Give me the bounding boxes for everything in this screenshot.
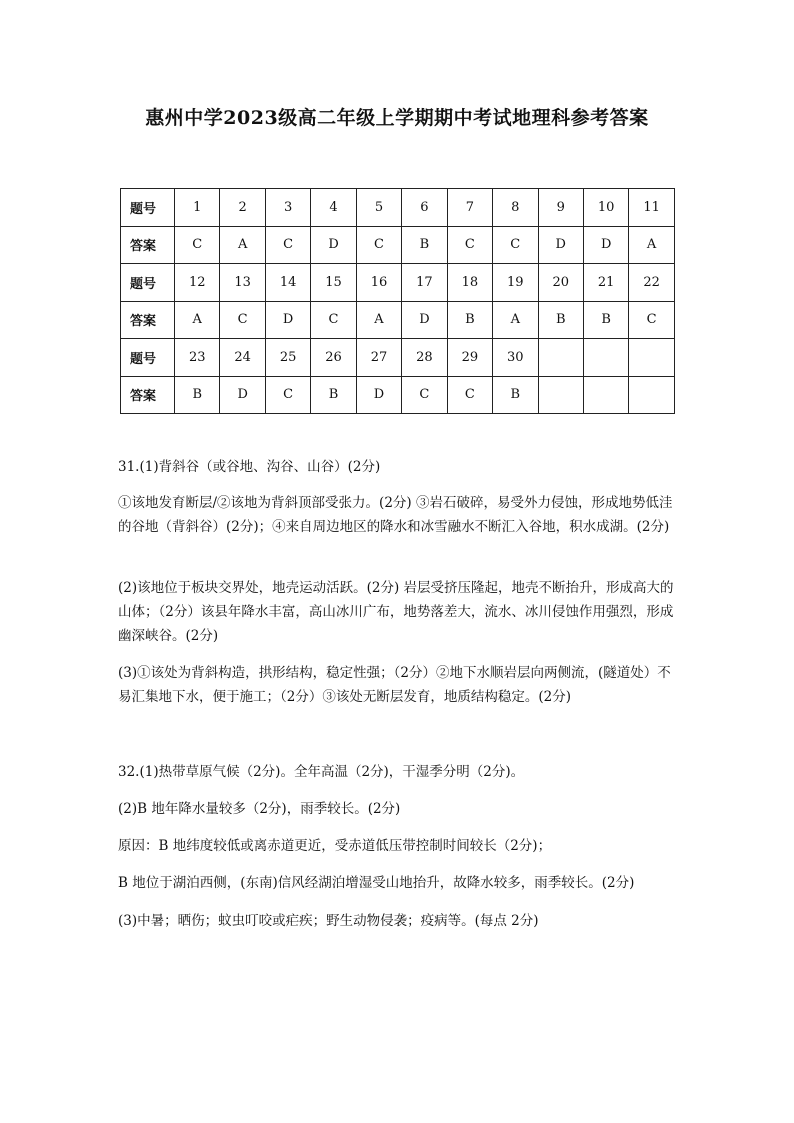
table-cell: 5 [356, 189, 401, 227]
q32-part2: (2)B 地年降水量较多（2分)，雨季较长。(2分) [118, 801, 401, 817]
row-label: 答案 [121, 301, 175, 339]
table-cell: B [583, 301, 628, 339]
table-cell [583, 376, 628, 414]
q32-reason: 原因：B 地纬度较低或离赤道更近，受赤道低压带控制时间较长（2分)； [118, 838, 552, 854]
table-cell: C [447, 376, 492, 414]
table-cell: D [356, 376, 401, 414]
table-cell: D [402, 301, 447, 339]
table-cell: 12 [175, 264, 220, 302]
q32-part3: (3)中暑；晒伤；蚊虫叮咬或疟疾；野生动物侵袭；疫病等。(每点 2分) [118, 913, 539, 929]
table-cell: A [493, 301, 538, 339]
table-cell: 11 [629, 189, 674, 227]
table-cell: 29 [447, 339, 492, 377]
table-cell: D [538, 226, 583, 264]
table-cell: C [175, 226, 220, 264]
table-cell: A [220, 226, 265, 264]
table-cell: D [583, 226, 628, 264]
answer-table [120, 188, 675, 414]
table-cell: C [402, 376, 447, 414]
table-cell: 30 [493, 339, 538, 377]
table-cell: 25 [265, 339, 310, 377]
table-cell: 16 [356, 264, 401, 302]
table-cell: C [311, 301, 356, 339]
table-cell: 19 [493, 264, 538, 302]
table-cell: B [175, 376, 220, 414]
table-row [121, 189, 675, 227]
table-cell: 1 [175, 189, 220, 227]
table-cell: 24 [220, 339, 265, 377]
table-cell: A [175, 301, 220, 339]
table-cell: 28 [402, 339, 447, 377]
row-label: 题号 [121, 339, 175, 377]
page-title: 惠州中学2023级高二年级上学期期中考试地理科参考答案 [145, 107, 649, 129]
table-cell [538, 339, 583, 377]
table-cell: 8 [493, 189, 538, 227]
table-cell: 6 [402, 189, 447, 227]
table-cell: 18 [447, 264, 492, 302]
q31-part1: 31.(1)背斜谷（或谷地、沟谷、山谷）(2分) [118, 459, 381, 475]
table-cell: C [265, 226, 310, 264]
table-cell: 20 [538, 264, 583, 302]
table-cell: D [265, 301, 310, 339]
table-row [121, 264, 675, 302]
table-cell: 14 [265, 264, 310, 302]
table-cell: B [402, 226, 447, 264]
table-cell: 3 [265, 189, 310, 227]
table-cell: 13 [220, 264, 265, 302]
table-cell: C [493, 226, 538, 264]
table-cell: C [629, 301, 674, 339]
q31-part3: (3)①该处为背斜构造，拱形结构，稳定性强；（2分）②地下水顺岩层向两侧流，(隧道处）不易汇集地下水，便于施工；（2分）③该处无断层发育，地质结构稳定。(2分) [118, 665, 671, 705]
q31-part1-detail: ①该地发育断层/②该地为背斜顶部受张力。(2分) ③岩石破碎，易受外力侵蚀，形成地势低洼的谷地（背斜谷）(2分)；④来自周边地区的降水和冰雪融水不断汇入谷地，积水成湖。(2分) [118, 495, 673, 535]
table-cell: C [356, 226, 401, 264]
table-cell [538, 376, 583, 414]
table-cell: 21 [583, 264, 628, 302]
table-cell: 27 [356, 339, 401, 377]
table-cell: 4 [311, 189, 356, 227]
table-row [121, 376, 675, 414]
table-cell: A [356, 301, 401, 339]
table-cell: 10 [583, 189, 628, 227]
table-cell: 2 [220, 189, 265, 227]
table-cell [583, 339, 628, 377]
table-cell: B [311, 376, 356, 414]
table-cell: 15 [311, 264, 356, 302]
table-cell: 9 [538, 189, 583, 227]
table-cell: C [265, 376, 310, 414]
table-cell: D [311, 226, 356, 264]
row-label: 题号 [121, 264, 175, 302]
table-cell: 26 [311, 339, 356, 377]
table-cell: 23 [175, 339, 220, 377]
table-cell: 22 [629, 264, 674, 302]
table-cell: B [493, 376, 538, 414]
table-row [121, 339, 675, 377]
table-cell: D [220, 376, 265, 414]
table-cell [629, 376, 674, 414]
table-cell: C [220, 301, 265, 339]
q31-part2: (2)该地位于板块交界处，地壳运动活跃。(2分) 岩层受挤压隆起，地壳不断抬升，形成高大的山体；（2分）该县年降水丰富，高山冰川广布，地势落差大，流水、冰川侵蚀作用强烈，形成幽深峡谷。(2分) [118, 580, 674, 644]
table-cell: 17 [402, 264, 447, 302]
q32-part1: 32.(1)热带草原气候（2分)。全年高温（2分)，干湿季分明（2分)。 [118, 764, 525, 780]
table-cell: B [538, 301, 583, 339]
table-cell: C [447, 226, 492, 264]
row-label: 答案 [121, 376, 175, 414]
row-label: 题号 [121, 189, 175, 227]
q32-reason-detail: B 地位于湖泊西侧，(东南)信风经湖泊增湿受山地抬升，故降水较多，雨季较长。(2分) [118, 875, 635, 891]
table-row [121, 226, 675, 264]
table-cell: B [447, 301, 492, 339]
table-cell: A [629, 226, 674, 264]
table-cell: 7 [447, 189, 492, 227]
table-row [121, 301, 675, 339]
table-cell [629, 339, 674, 377]
row-label: 答案 [121, 226, 175, 264]
